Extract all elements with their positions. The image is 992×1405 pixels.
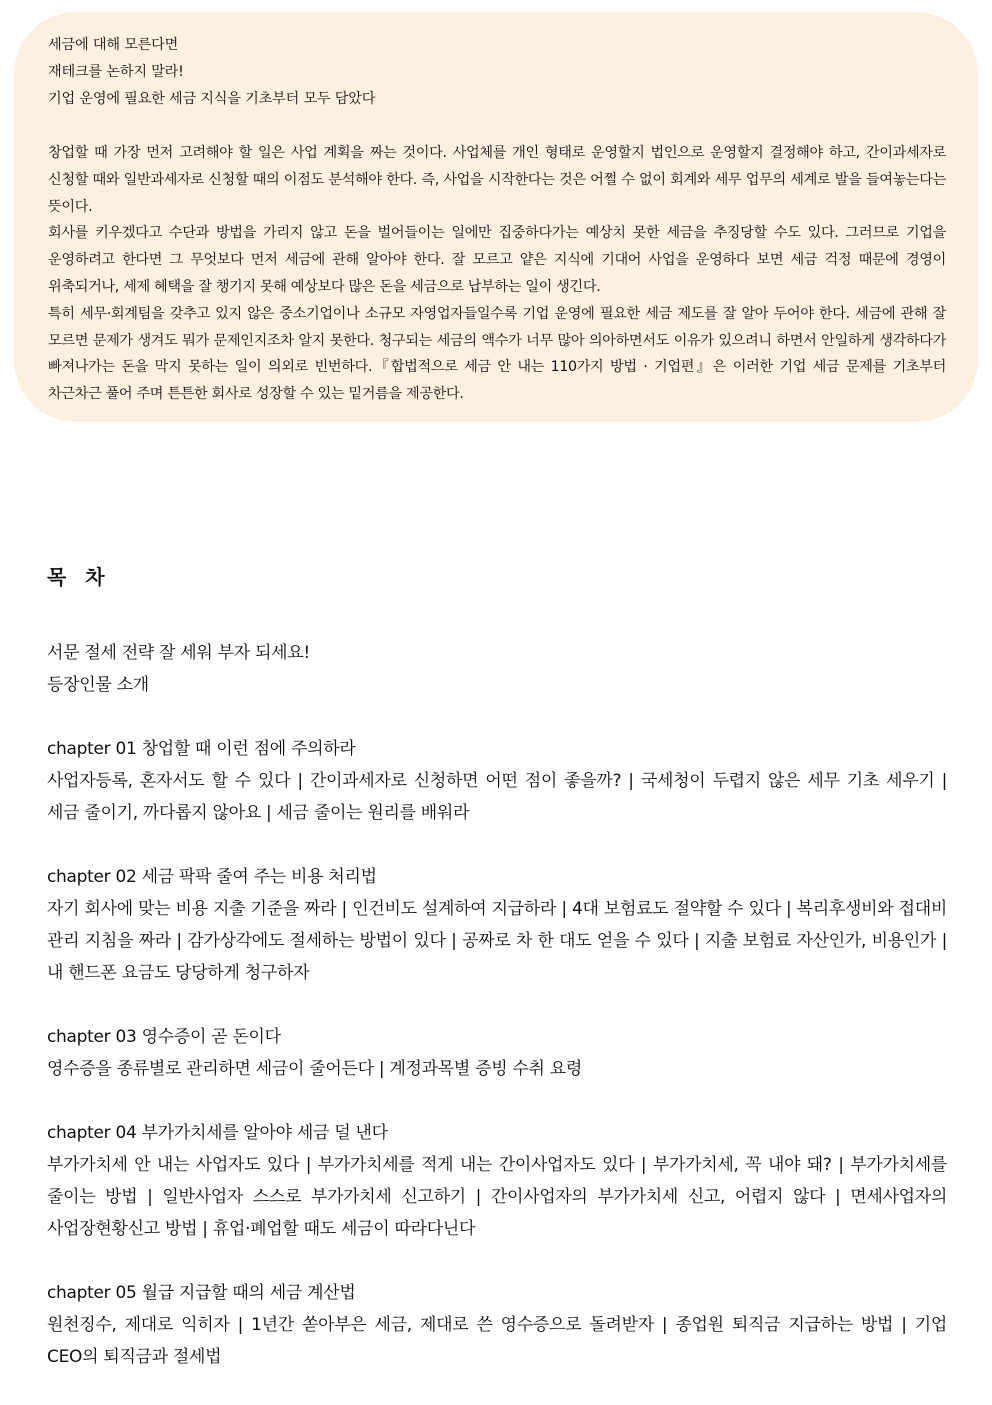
intro-headline-1: 세금에 대해 모른다면 xyxy=(48,37,179,53)
chapter-title: chapter 02 세금 팍팍 줄여 주는 비용 처리법 xyxy=(47,867,377,887)
chapter-title: chapter 04 부가가치세를 알아야 세금 덜 낸다 xyxy=(47,1123,388,1143)
intro-headline-3: 기업 운영에 필요한 세금 지식을 기초부터 모두 담았다 xyxy=(48,91,376,107)
toc-front-item-preface: 서문 절세 전략 잘 세워 부자 되세요! xyxy=(47,643,310,663)
intro-box xyxy=(14,12,978,422)
toc-front-item-characters: 등장인물 소개 xyxy=(47,675,149,695)
chapter-items: 자기 회사에 맞는 비용 지출 기준을 짜라 | 인건비도 설계하여 지급하라 | 4대 보험료도 절약할 수 있다 | 복리후생비와 접대비 관리 지침을 짜라 | 감가상각에도 절세하는 방법이 있다 | 공짜로 차 한 대도 얻을 수 있다 | 지출 보험료 자산인가, 비용인가 | 내 핸드폰 요금도 당당하게 청구하자 xyxy=(47,899,947,983)
intro-paragraph: 특히 세무·회계팀을 갖추고 있지 않은 중소기업이나 소규모 자영업자들일수록 기업 운영에 필요한 세금 제도를 잘 알아 두어야 한다. 세금에 관해 잘 모르면 문제가 생겨도 뭐가 문제인지조차 알지 못한다. 청구되는 세금의 액수가 너무 많아 의아하면서도 이유가 있으려니 하면서 안일하게 생각하다가 빠져나가는 돈을 막지 못하는 일이 의외로 빈번하다.『합법적으로 세금 안 내는 110가지 방법 · 기업편』은 이러한 기업 세금 문제를 기초부터 차근차근 풀어 주며 튼튼한 회사로 성장할 수 있는 밑거름을 제공한다. xyxy=(48,305,946,403)
chapter-title: chapter 05 월급 지급할 때의 세금 계산법 xyxy=(47,1283,356,1303)
intro-paragraph: 회사를 키우겠다고 수단과 방법을 가리지 않고 돈을 벌어들이는 일에만 집중하다가는 예상치 못한 세금을 추징당할 수도 있다. 그러므로 기업을 운영하려고 한다면 그 무엇보다 먼저 세금에 관해 알아야 한다. 잘 모르고 얕은 지식에 기대어 사업을 운영하다 보면 세금 걱정 때문에 경영이 위축되거나, 세제 혜택을 잘 챙기지 못해 예상보다 많은 돈을 세금으로 납부하는 일이 생긴다. xyxy=(48,225,946,295)
toc-spacer xyxy=(47,701,947,733)
chapter-items: 사업자등록, 혼자서도 할 수 있다 | 간이과세자로 신청하면 어떤 점이 좋을까? | 국세청이 두렵지 않은 세무 기초 세우기 | 세금 줄이기, 까다롭지 않아요 | 세금 줄이는 원리를 배워라 xyxy=(47,771,947,823)
chapter-04 xyxy=(47,1117,947,1245)
chapter-title: chapter 03 영수증이 곧 돈이다 xyxy=(47,1027,281,1047)
chapter-01 xyxy=(47,733,947,829)
chapter-03 xyxy=(47,1021,947,1085)
intro-paragraph: 창업할 때 가장 먼저 고려해야 할 일은 사업 계획을 짜는 것이다. 사업체를 개인 형태로 운영할지 법인으로 운영할지 결정해야 하고, 간이과세자로 신청할 때와 일반과세자로 신청할 때의 이점도 분석해야 한다. 즉, 사업을 시작한다는 것은 어쩔 수 없이 회계와 세무 업무의 세계로 발을 들여놓는다는 뜻이다. xyxy=(48,145,946,215)
chapter-02 xyxy=(47,861,947,989)
intro-spacer xyxy=(48,113,946,140)
chapter-items: 부가가치세 안 내는 사업자도 있다 | 부가가치세를 적게 내는 간이사업자도 있다 | 부가가치세, 꼭 내야 돼? | 부가가치세를 줄이는 방법 | 일반사업자 스스로 부가가치세 신고하기 | 간이사업자의 부가가치세 신고, 어렵지 않다 | 면세사업자의 사업장현황신고 방법 | 휴업·폐업할 때도 세금이 따라다닌다 xyxy=(47,1155,947,1239)
chapter-05 xyxy=(47,1277,947,1373)
intro-headline-2: 재테크를 논하지 말라! xyxy=(48,64,184,80)
chapter-items: 영수증을 종류별로 관리하면 세금이 줄어든다 | 계정과목별 증빙 수취 요령 xyxy=(47,1059,583,1079)
intro-body xyxy=(48,140,946,408)
chapter-items: 원천징수, 제대로 익히자 | 1년간 쏟아부은 세금, 제대로 쓴 영수증으로 돌려받자 | 종업원 퇴직금 지급하는 방법 | 기업 CEO의 퇴직금과 절세법 xyxy=(47,1315,947,1367)
table-of-contents xyxy=(47,562,947,1405)
chapter-title: chapter 01 창업할 때 이런 점에 주의하라 xyxy=(47,739,356,759)
toc-heading: 목 차 xyxy=(47,565,111,589)
